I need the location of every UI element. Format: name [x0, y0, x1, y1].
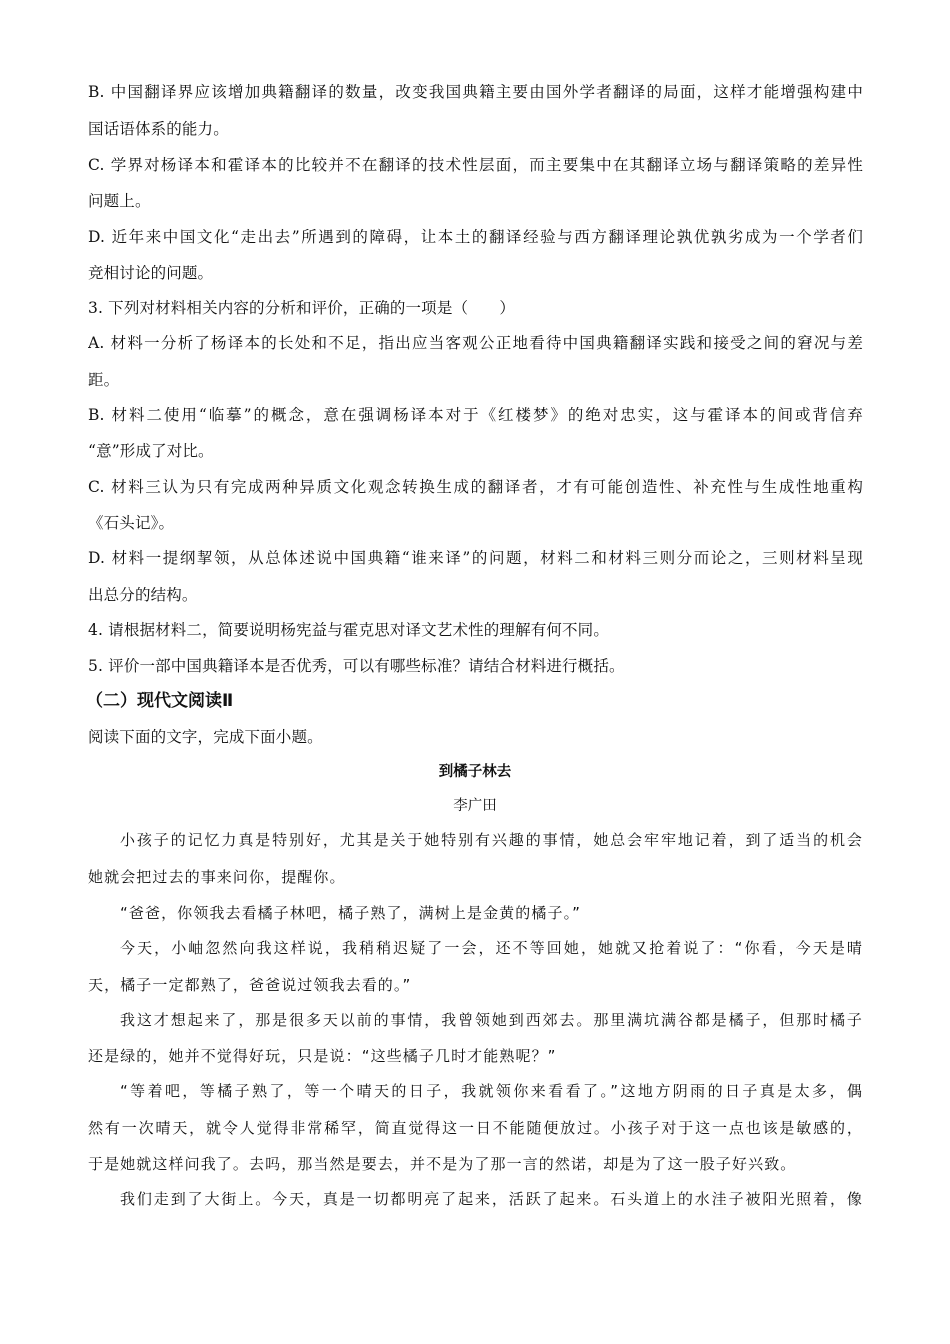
story-paragraph-4-line2: 还是绿的，她并不觉得好玩，只是说：“这些橘子几时才能熟呢？” — [88, 1047, 557, 1065]
story-title: 到橘子林去 — [438, 764, 512, 780]
q3-option-c-line2: 《石头记》。 — [88, 514, 175, 532]
q3-option-d-line1: D. 材料一提纲挈领，从总体述说中国典籍“谁来译”的问题，材料二和材料三则分而论之，三则材料呈现 — [88, 549, 863, 567]
story-paragraph-1-line2: 她就会把过去的事来问你，提醒你。 — [88, 868, 346, 886]
section-instruction: 阅读下面的文字，完成下面小题。 — [88, 728, 323, 746]
q2-option-d-line1: D. 近年来中国文化“走出去”所遇到的障碍，让本土的翻译经验与西方翻译理论孰优孰劣成为一个学者们 — [88, 228, 863, 246]
story-paragraph-5-line3: 于是她就这样问我了。去吗，那当然是要去，并不是为了那一言的然诺，却是为了这一股子好兴致。 — [88, 1155, 797, 1173]
q3-option-b-line2: “意”形成了对比。 — [88, 442, 214, 460]
story-author: 李广田 — [453, 798, 497, 814]
story-paragraph-1-line1: 小孩子的记忆力真是特别好，尤其是关于她特别有兴趣的事情，她总会牢牢地记着，到了适当的机会 — [120, 831, 863, 849]
question-5: 5. 评价一部中国典籍译本是否优秀，可以有哪些标准？请结合材料进行概括。 — [88, 657, 625, 675]
q3-option-c-line1: C. 材料三认为只有完成两种异质文化观念转换生成的翻译者，才有可能创造性、补充性与生成性地重构 — [88, 478, 863, 496]
story-paragraph-5-line2: 然有一次晴天，就令人觉得非常稀罕，简直觉得这一日不能随便放过。小孩子对于这一点也该是敏感的， — [88, 1119, 863, 1137]
q3-option-d-line2: 出总分的结构。 — [88, 586, 198, 604]
story-paragraph-3-line2: 天，橘子一定都熟了，爸爸说过领我去看的。” — [88, 976, 412, 994]
story-paragraph-3-line1: 今天，小岫忽然向我这样说，我稍稍迟疑了一会，还不等回她，她就又抢着说了：“你看，今天是晴 — [120, 939, 863, 957]
q2-option-d-line2: 竞相讨论的问题。 — [88, 264, 214, 282]
q3-option-a-line2: 距。 — [88, 371, 120, 389]
q2-option-c-line2: 问题上。 — [88, 192, 151, 210]
q3-stem: 3. 下列对材料相关内容的分析和评价，正确的一项是（ ） — [88, 299, 516, 317]
story-paragraph-4-line1: 我这才想起来了，那是很多天以前的事情，我曾领她到西郊去。那里满坑满谷都是橘子，但那时橘子 — [120, 1011, 863, 1029]
story-paragraph-5-line1: “等着吧，等橘子熟了，等一个晴天的日子，我就领你来看看了。”这地方阴雨的日子真是太多，偶 — [120, 1082, 863, 1100]
q3-option-b-line1: B. 材料二使用“临摹”的概念，意在强调杨译本对于《红楼梦》的绝对忠实，这与霍译本的间或背信弃 — [88, 406, 863, 424]
story-paragraph-6-line1: 我们走到了大街上。今天，真是一切都明亮了起来，活跃了起来。石头道上的水洼子被阳光照着，像 — [120, 1190, 863, 1208]
story-paragraph-2: “爸爸，你领我去看橘子林吧，橘子熟了，满树上是金黄的橘子。” — [120, 904, 582, 922]
section-heading: （二）现代文阅读Ⅱ — [86, 691, 234, 711]
question-4: 4. 请根据材料二，简要说明杨宪益与霍克思对译文艺术性的理解有何不同。 — [88, 621, 609, 639]
q3-option-a-line1: A. 材料一分析了杨译本的长处和不足，指出应当客观公正地看待中国典籍翻译实践和接受之间的窘况与差 — [88, 334, 863, 352]
q2-option-c-line1: C. 学界对杨译本和霍译本的比较并不在翻译的技术性层面，而主要集中在其翻译立场与翻译策略的差异性 — [88, 156, 863, 174]
q2-option-b-line2: 国话语体系的能力。 — [88, 120, 229, 138]
q2-option-b-line1: B. 中国翻译界应该增加典籍翻译的数量，改变我国典籍主要由国外学者翻译的局面，这样才能增强构建中 — [88, 83, 863, 101]
